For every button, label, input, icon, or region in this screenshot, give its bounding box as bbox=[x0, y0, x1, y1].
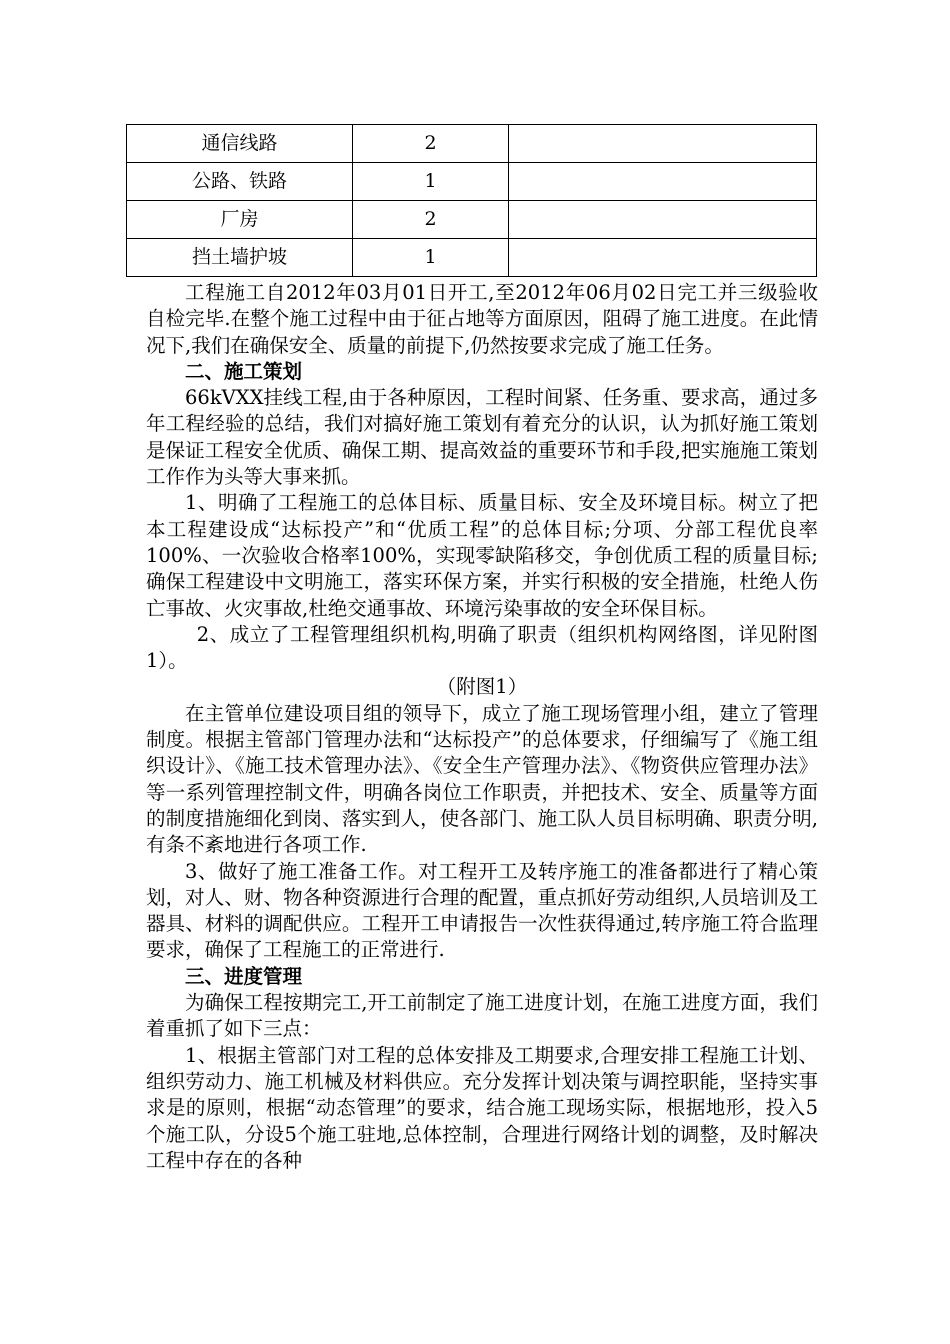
crossing-table bbox=[126, 124, 817, 277]
paragraph-schedule-intro: 为确保工程按期完工,开工前制定了施工进度计划，在施工进度方面，我们着重抓了如下三点： bbox=[146, 991, 818, 1041]
row-note bbox=[509, 163, 817, 201]
row-name: 挡土墙护坡 bbox=[127, 239, 353, 277]
row-note bbox=[509, 239, 817, 277]
table-row bbox=[127, 201, 817, 239]
row-name: 通信线路 bbox=[127, 125, 353, 163]
table-row bbox=[127, 163, 817, 201]
table-row bbox=[127, 125, 817, 163]
paragraph-schedule-point1: 1、根据主管部门对工程的总体安排及工期要求,合理安排工程施工计划、组织劳动力、施工机械及材料供应。充分发挥计划决策与调控职能，坚持实事求是的原则，根据“动态管理”的要求，结合施工现场实际，根据地形，投入5个施工队，分设5个施工驻地,总体控制，合理进行网络计划的调整，及时解决工程中存在的各种 bbox=[146, 1043, 818, 1172]
row-count: 2 bbox=[353, 201, 509, 239]
document-body bbox=[146, 280, 818, 1174]
paragraph-completion: 工程施工自2012年03月01日开工,至2012年06月02日完工并三级验收自检完毕.在整个施工过程中由于征占地等方面原因，阻碍了施工进度。在此情况下,我们在确保安全、质量的前提下,仍然按要求完成了施工任务。 bbox=[146, 281, 818, 357]
table-row bbox=[127, 239, 817, 277]
section-heading-planning: 二、施工策划 bbox=[185, 359, 303, 383]
row-note bbox=[509, 125, 817, 163]
paragraph-management: 在主管单位建设项目组的领导下，成立了施工现场管理小组，建立了管理制度。根据主管部门管理办法和“达标投产”的总体要求，仔细编写了《施工组织设计》、《施工技术管理办法》、《安全生产管理办法》、《物资供应管理办法》等一系列管理控制文件，明确各岗位工作职责，并把技术、安全、质量等方面的制度措施细化到岗、落实到人，使各部门、施工队人员目标明确、职责分明,有条不紊地进行各项工作. bbox=[146, 701, 818, 857]
row-count: 2 bbox=[353, 125, 509, 163]
section-heading-schedule: 三、进度管理 bbox=[185, 964, 303, 988]
row-name: 厂房 bbox=[127, 201, 353, 239]
paragraph-planning-intro: 66kVXX挂线工程,由于各种原因，工程时间紧、任务重、要求高，通过多年工程经验的总结，我们对搞好施工策划有着充分的认识，认为抓好施工策划是保证工程安全优质、确保工期、提高效益的重要环节和手段,把实施施工策划工作作为头等大事来抓。 bbox=[146, 386, 818, 489]
paragraph-organization: 2、成立了工程管理组织机构,明确了职责（组织机构网络图，详见附图1）。 bbox=[146, 622, 818, 673]
row-name: 公路、铁路 bbox=[127, 163, 353, 201]
paragraph-goals: 1、明确了工程施工的总体目标、质量目标、安全及环境目标。树立了把本工程建设成“达标投产”和“优质工程”的总体目标;分项、分部工程优良率100%、一次验收合格率100%，实现零缺陷移交，争创优质工程的质量目标;确保工程建设中文明施工，落实环保方案，并实行积极的安全措施，杜绝人伤亡事故、火灾事故,杜绝交通事故、环境污染事故的安全环保目标。 bbox=[146, 491, 818, 620]
row-count: 1 bbox=[353, 163, 509, 201]
paragraph-preparation: 3、做好了施工准备工作。对工程开工及转序施工的准备都进行了精心策划，对人、财、物各种资源进行合理的配置，重点抓好劳动组织,人员培训及工器具、材料的调配供应。工程开工申请报告一次性获得通过,转序施工符合监理要求，确保了工程施工的正常进行. bbox=[146, 859, 818, 962]
row-count: 1 bbox=[353, 239, 509, 277]
figure-caption: （附图1） bbox=[436, 675, 528, 699]
row-note bbox=[509, 201, 817, 239]
